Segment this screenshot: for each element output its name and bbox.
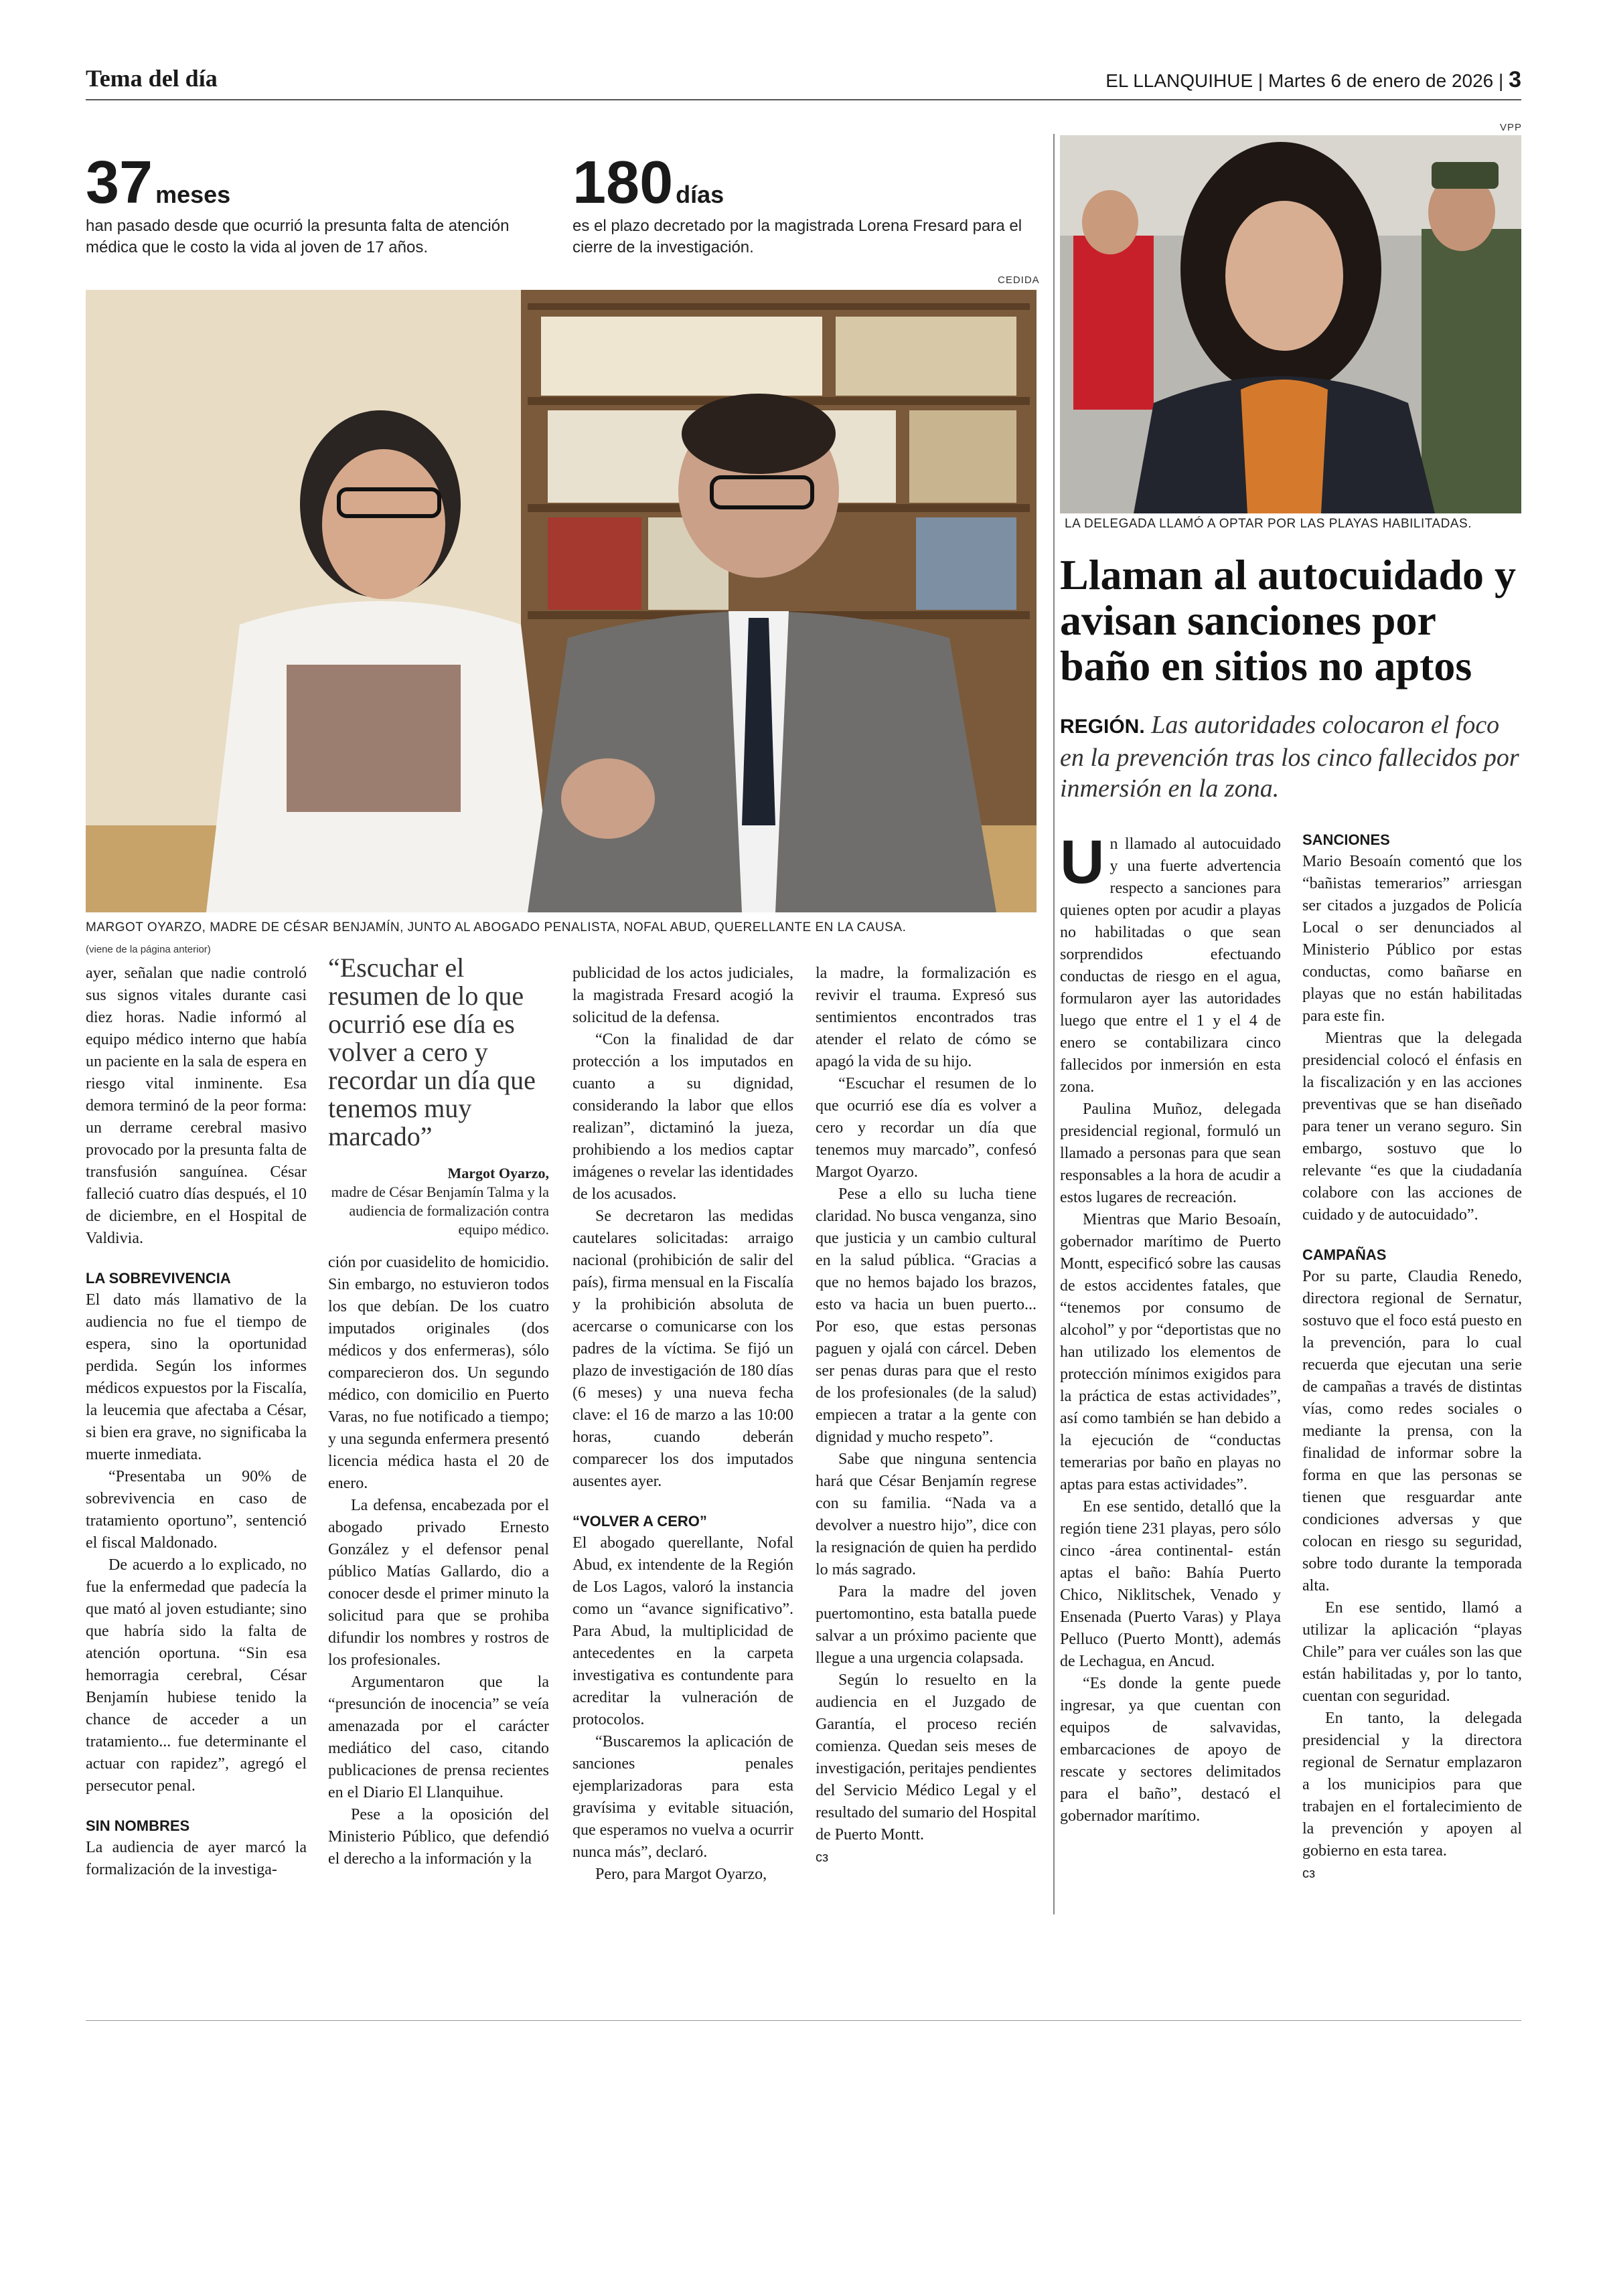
kicker	[1060, 710, 1522, 804]
photo-illustration	[86, 290, 1037, 912]
paragraph: La defensa, encabezada por el abogado privado Ernesto González y el defensor penal público Matías Gallardo, dio a conocer desde el primer minuto la solicitud para que se prohiba difundir los nombres y rostros de los profesionales.	[328, 1497, 549, 1669]
article-column-4	[816, 963, 1037, 1869]
subheading: LA SOBREVIVENCIA	[86, 1270, 231, 1287]
paragraph-text: n llamado al autocuidado y una fuerte advertencia respecto a sanciones para quienes opten por acudir a playas no habilitadas o que sean sorprendidos efectuando conductas de riesgo en el agua, formularon ayer las autoridades luego que entre el 1 y el 4 de enero se contabilizara cinco fallecidos por inmersión en esta zona.	[1060, 835, 1281, 1096]
newspaper-name: EL LLANQUIHUE	[1105, 70, 1253, 91]
stat-block-1	[86, 149, 541, 258]
stat-description: es el plazo decretado por la magistrada Lorena Fresard para el cierre de la investigación.	[572, 217, 1022, 256]
paragraph: Mario Besoaín comentó que los “bañistas temerarios” arriesgan ser citados a juzgados de Policía Local o ser denunciados al Ministerio Público por estas conductas, como bañarse en playas que no están habilitadas para este fin.	[1302, 853, 1522, 1025]
paragraph: Pese a la oposición del Ministerio Público, que defendió el derecho a la información y la	[328, 1806, 549, 1868]
end-mark: ᴄᴈ	[1302, 1866, 1316, 1881]
paragraph: Para la madre del joven puertomontino, esta batalla puede salvar a un próximo paciente que llegue a una urgencia colapsada.	[816, 1583, 1037, 1667]
paragraph: En ese sentido, detalló que la región tiene 231 playas, pero sólo cinco -área continental- están aptas el baño: Bahía Puerto Chico, Niklitschek, Venado y Ensenada (Puerto Varas) y Playa Pelluco (Puerto Montt), además de Lechagua, en Ancud.	[1060, 1498, 1281, 1670]
paragraph: “Escuchar el resumen de lo que ocurrió ese día es volver a cero y recordar un día que tenemos muy marcado”, confesó Margot Oyarzo.	[816, 1075, 1037, 1181]
stat-number: 37	[86, 149, 153, 216]
continued-note: (viene de la página anterior)	[86, 944, 211, 955]
article-column-2	[328, 1252, 549, 1870]
article-column-6	[1302, 829, 1522, 1885]
paragraph: la madre, la formalización es revivir el trauma. Expresó sus sentimientos encontrados tras atender el relato de cómo se apagó la vida de su hijo.	[816, 965, 1037, 1070]
drop-cap: U	[1060, 828, 1105, 896]
end-mark: ᴄᴈ	[816, 1850, 829, 1865]
quote-role: madre de César Benjamín Talma y la audiencia de formalización contra equipo médico.	[331, 1183, 549, 1238]
stat-number: 180	[572, 149, 674, 216]
paragraph: publicidad de los actos judiciales, la magistrada Fresard acogió la solicitud de la defensa.	[572, 965, 793, 1026]
paragraph: Pero, para Margot Oyarzo,	[595, 1866, 767, 1883]
photo-credit: CEDIDA	[998, 274, 1040, 286]
paragraph: De acuerdo a lo explicado, no fue la enfermedad que padecía la que mató al joven estudiante; sino que habría sido la falta de atención oportuna. “Sin esa hemorragia cerebral, César Benjamín hubiese tenido la chance de acceder a un tratamiento... fue determinante el actuar con rapidez”, agregó el persecutor penal.	[86, 1556, 307, 1795]
paragraph: Según lo resuelto en la audiencia en el Juzgado de Garantía, el proceso recién comienza. Quedan seis meses de investigación, peritajes pendientes del Servicio Médico Legal y el resultado del sumario del Hospital de Puerto Montt.	[816, 1671, 1037, 1843]
kicker-text: Las autoridades colocaron el foco en la prevención tras los cinco fallecidos por inmersión en la zona.	[1060, 711, 1519, 803]
article-photo-2	[1060, 135, 1521, 513]
photo-caption: MARGOT OYARZO, MADRE DE CÉSAR BENJAMÍN, JUNTO AL ABOGADO PENALISTA, NOFAL ABUD, QUERELLANTE EN LA CAUSA.	[86, 920, 907, 934]
masthead-info: EL LLANQUIHUE | Martes 6 de enero de 2026 | 3	[1105, 67, 1521, 92]
pull-quote	[328, 954, 549, 1239]
article-column-1	[86, 963, 307, 1881]
paragraph: Se decretaron las medidas cautelares solicitadas: arraigo nacional (prohibición de salir del país), firma mensual en la Fiscalía y la prohibición absoluta de acercarse o comunicarse con los padres de la víctima. Se fijó un plazo de investigación de 180 días (6 meses) y una nueva fecha clave: el 16 de marzo a las 10:00 horas, cuando deberán comparecer los dos imputados ausentes ayer.	[572, 1208, 793, 1490]
issue-date: Martes 6 de enero de 2026	[1268, 70, 1494, 91]
stat-unit: meses	[155, 181, 231, 208]
page-number: 3	[1509, 67, 1521, 92]
quote-author: Margot Oyarzo,	[447, 1165, 549, 1181]
section-title: Tema del día	[86, 65, 218, 92]
paragraph: ayer, señalan que nadie controló sus signos vitales durante casi diez horas. Nadie informó al equipo médico interno que había un paciente en la sala de espera en riesgo vital inminente. Esa demora terminó de la peor forma: un derrame cerebral masivo provocado por la presunta falta de transfusión sanguínea. César falleció cuatro días después, el 10 de diciembre, en el Hospital de Valdivia.	[86, 965, 307, 1247]
kicker-label: REGIÓN.	[1060, 716, 1145, 738]
paragraph: Mientras que la delegada presidencial colocó el énfasis en la fiscalización y en las acciones preventivas que se han diseñado para tener un verano seguro. Sin embargo, sostuvo que lo relevante “es que la ciudadanía colabore con las acciones de cuidado y de autocuidado”.	[1302, 1030, 1522, 1224]
stat-block-2	[572, 149, 1041, 258]
paragraph: La audiencia de ayer marcó la formalización de la investiga-	[86, 1839, 307, 1878]
paragraph: Paulina Muñoz, delegada presidencial regional, formuló un llamado a personas para que sean responsables a la hora de acudir a estos lugares de recreación.	[1060, 1100, 1281, 1206]
paragraph: “Con la finalidad de dar protección a los imputados en cuanto a su dignidad, considerando la labor que ellos realizan”, dictaminó la jueza, prohibiendo a los medios captar imágenes o revelar las identidades de los acusados.	[572, 1031, 793, 1203]
stat-unit: días	[676, 181, 724, 208]
stat-description: han pasado desde que ocurrió la presunta falta de atención médica que le costo la vida al joven de 17 años.	[86, 217, 510, 256]
article-column-5	[1060, 828, 1281, 1827]
paragraph: “Buscaremos la aplicación de sanciones penales ejemplarizadoras para esta gravísima y evitable situación, que esperamos no vuelva a ocurrir nunca más”, declaró.	[572, 1733, 793, 1861]
header-rule	[86, 99, 1521, 100]
paragraph	[1060, 828, 1281, 1098]
headline: Llaman al autocuidado y avisan sanciones por baño en sitios no aptos	[1060, 551, 1517, 689]
paragraph: Argumentaron que la “presunción de inocencia” se veía amenazada por el carácter mediático del caso, citando publicaciones de prensa recientes en el Diario El Llanquihue.	[328, 1673, 549, 1801]
subheading: SANCIONES	[1302, 831, 1390, 848]
article-photo	[86, 290, 1037, 912]
footer-rule	[86, 2020, 1521, 2021]
subheading: SIN NOMBRES	[86, 1817, 190, 1834]
paragraph: Sabe que ninguna sentencia hará que César Benjamín regrese con su familia. “Nada va a devolver a nuestro hijo”, dice con la resignación de quien ha perdido lo más sagrado.	[816, 1451, 1037, 1578]
paragraph: Pese a ello su lucha tiene claridad. No busca venganza, sino que justicia y un cambio cultural en la salud pública. “Gracias a que no hemos bajado los brazos, esto va hacia un buen puerto... Por eso, que estas personas paguen y ojalá con cárcel. Deben ser penas duras para que el resto de los profesionales (de la salud) empiecen a tratar a la gente con dignidad y mucho respeto”.	[816, 1185, 1037, 1446]
column-divider	[1053, 134, 1055, 1914]
paragraph: Mientras que Mario Besoaín, gobernador marítimo de Puerto Montt, especificó sobre las causas de estos accidentes fatales, que “tenemos por consumo de alcohol” y por “deportistas que no han utilizado los elementos de protección mínimos exigidos para la práctica de estas actividades”, así como también se han debido a la ejecución de “conductas temerarias por baño en playas no aptas para estas actividades”.	[1060, 1211, 1281, 1493]
photo-illustration	[1060, 135, 1521, 513]
paragraph: El dato más llamativo de la audiencia no fue el tiempo de espera, sino la oportunidad perdida. Según los informes médicos expuestos por la Fiscalía, la leucemia que afectaba a César, si bien era grave, no significaba la muerte inmediata.	[86, 1291, 307, 1463]
paragraph: En tanto, la delegada presidencial y la directora regional de Sernatur emplazaron a los municipios para que trabajen en el fortalecimiento de la prevención y apoyen al gobierno en esta tarea.	[1302, 1710, 1522, 1860]
quote-text: “Escuchar el resumen de lo que ocurrió ese día es volver a cero y recordar un día que tenemos muy marcado”	[328, 953, 536, 1151]
photo-caption: LA DELEGADA LLAMÓ A OPTAR POR LAS PLAYAS HABILITADAS.	[1065, 517, 1472, 531]
subheading: “VOLVER A CERO”	[572, 1513, 707, 1530]
subheading: CAMPAÑAS	[1302, 1246, 1387, 1263]
paragraph: El abogado querellante, Nofal Abud, ex intendente de la Región de Los Lagos, valoró la instancia como un “avance significativo”. Para Abud, la multiplicidad de antecedentes en la carpeta investigativa es contundente para acreditar la vulneración de protocolos.	[572, 1534, 793, 1728]
photo-credit: VPP	[1500, 122, 1523, 133]
article-column-3	[572, 963, 793, 1886]
paragraph: “Es donde la gente puede ingresar, ya que cuentan con equipos de salvavidas, embarcaciones de apoyo de rescate y sectores delimitados para el baño”, destacó el gobernador marítimo.	[1060, 1675, 1281, 1825]
paragraph: Por su parte, Claudia Renedo, directora regional de Sernatur, sostuvo que el foco está puesto en la prevención, para lo cual recuerda que ejecutan una serie de campañas a través de distintas vías, como redes sociales o mediante la prensa, con la finalidad de informar sobre la forma en que las personas se tienen que resguardar ante condiciones adversas y que colocan en riesgo su seguridad, sobre todo durante la temporada alta.	[1302, 1268, 1522, 1594]
paragraph: En ese sentido, llamó a utilizar la aplicación “playas Chile” para ver cuáles son las que están habilitadas y, por lo tanto, cuentan con seguridad.	[1302, 1599, 1522, 1705]
paragraph: ción por cuasidelito de homicidio. Sin embargo, no estuvieron todos los que debían. De los cuatro imputados originales (dos médicos y dos enfermeras), sólo comparecieron dos. Un segundo médico, con domicilio en Puerto Varas, no fue notificado a tiempo; y una segunda enfermera presentó licencia médica hasta el 20 de enero.	[328, 1254, 549, 1492]
paragraph: “Presentaba un 90% de sobrevivencia en caso de tratamiento oportuno”, sentenció el fiscal Maldonado.	[86, 1468, 307, 1552]
